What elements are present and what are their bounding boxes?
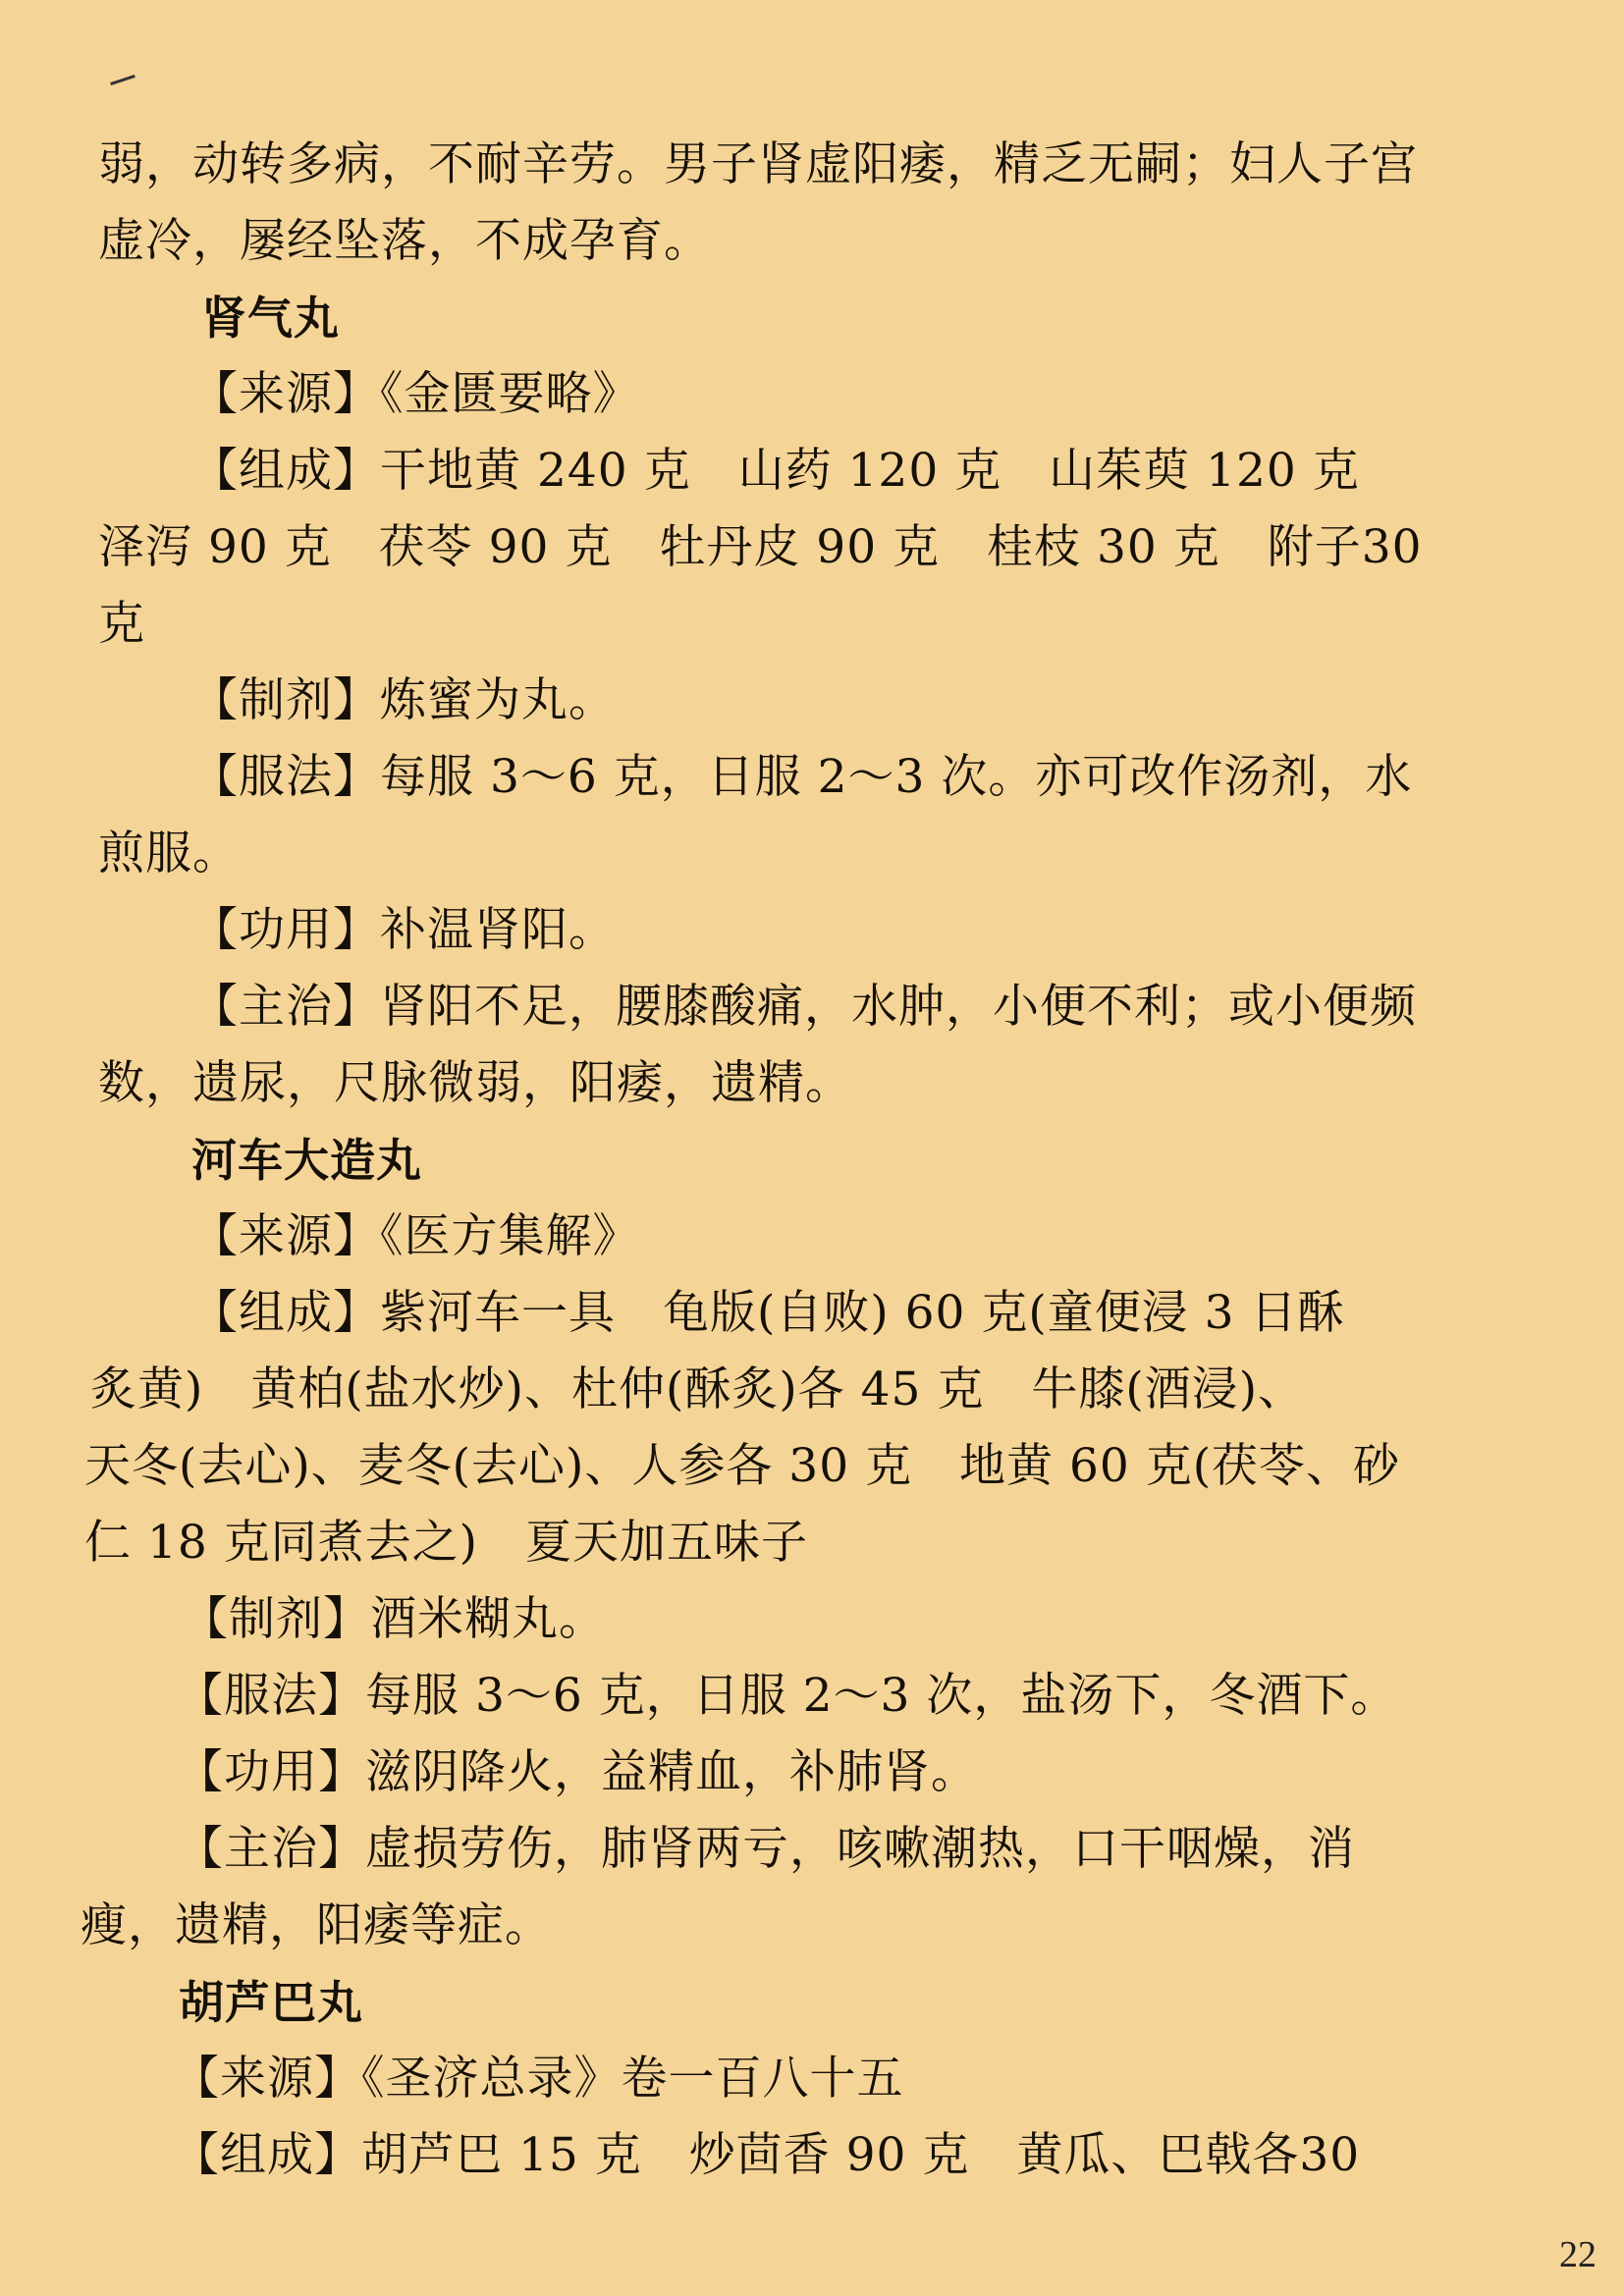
text-line: 【来源】《圣济总录》卷一百八十五: [173, 2052, 904, 2106]
text-line: 【功用】滋阴降火，益精血，补肺肾。: [177, 1745, 978, 1799]
text-line: 克: [98, 597, 145, 651]
text-line: 【组成】紫河车一具 龟版(自败) 60 克(童便浸 3 日酥: [191, 1286, 1345, 1340]
text-line: 弱，动转多病，不耐辛劳。男子肾虚阳痿，精乏无嗣；妇人子宫: [98, 137, 1418, 191]
text-line: 【制剂】炼蜜为丸。: [191, 673, 616, 727]
text-line: 【来源】《医方集解》: [191, 1209, 640, 1263]
text-line: 【功用】补温肾阳。: [191, 903, 616, 957]
page-number: 22: [1559, 2234, 1597, 2275]
text-line: 数，遗尿，尺脉微弱，阳痿，遗精。: [98, 1056, 852, 1110]
text-line: 煎服。: [98, 827, 240, 881]
text-line: 【服法】每服 3～6 克，日服 2～3 次。亦可改作汤剂，水: [191, 750, 1413, 804]
text-line: 【组成】胡芦巴 15 克 炒茴香 90 克 黄瓜、巴戟各30: [173, 2128, 1361, 2182]
text-line: 泽泻 90 克 茯苓 90 克 牡丹皮 90 克 桂枝 30 克 附子30: [98, 520, 1423, 574]
text-line: 【服法】每服 3～6 克，日服 2～3 次，盐汤下，冬酒下。: [177, 1669, 1398, 1723]
text-line: 天冬(去心)、麦冬(去心)、人参各 30 克 地黄 60 克(茯苓、砂: [84, 1439, 1401, 1493]
text-line: 【主治】肾阳不足，腰膝酸痛，水肿，小便不利；或小便频: [191, 980, 1417, 1034]
formula-title: 胡芦巴丸: [179, 1976, 363, 2029]
text-line: 虚冷，屡经坠落，不成孕育。: [98, 214, 711, 268]
text-line: 【制剂】酒米糊丸。: [182, 1592, 606, 1646]
text-line: 【来源】《金匮要略》: [191, 367, 640, 421]
text-line: 仁 18 克同煮去之) 夏天加五味子: [84, 1516, 809, 1570]
scan-speck: [110, 75, 135, 85]
text-line: 炙黄) 黄柏(盐水炒)、杜仲(酥炙)各 45 克 牛膝(酒浸)、: [90, 1362, 1306, 1416]
text-line: 【主治】虚损劳伤，肺肾两亏，咳嗽潮热，口干咽燥，消: [177, 1822, 1355, 1876]
formula-title: 河车大造丸: [191, 1134, 422, 1187]
formula-title: 肾气丸: [201, 292, 340, 345]
text-line: 【组成】干地黄 240 克 山药 120 克 山茱萸 120 克: [191, 444, 1360, 498]
text-line: 瘦，遗精，阳痿等症。: [81, 1898, 552, 1952]
